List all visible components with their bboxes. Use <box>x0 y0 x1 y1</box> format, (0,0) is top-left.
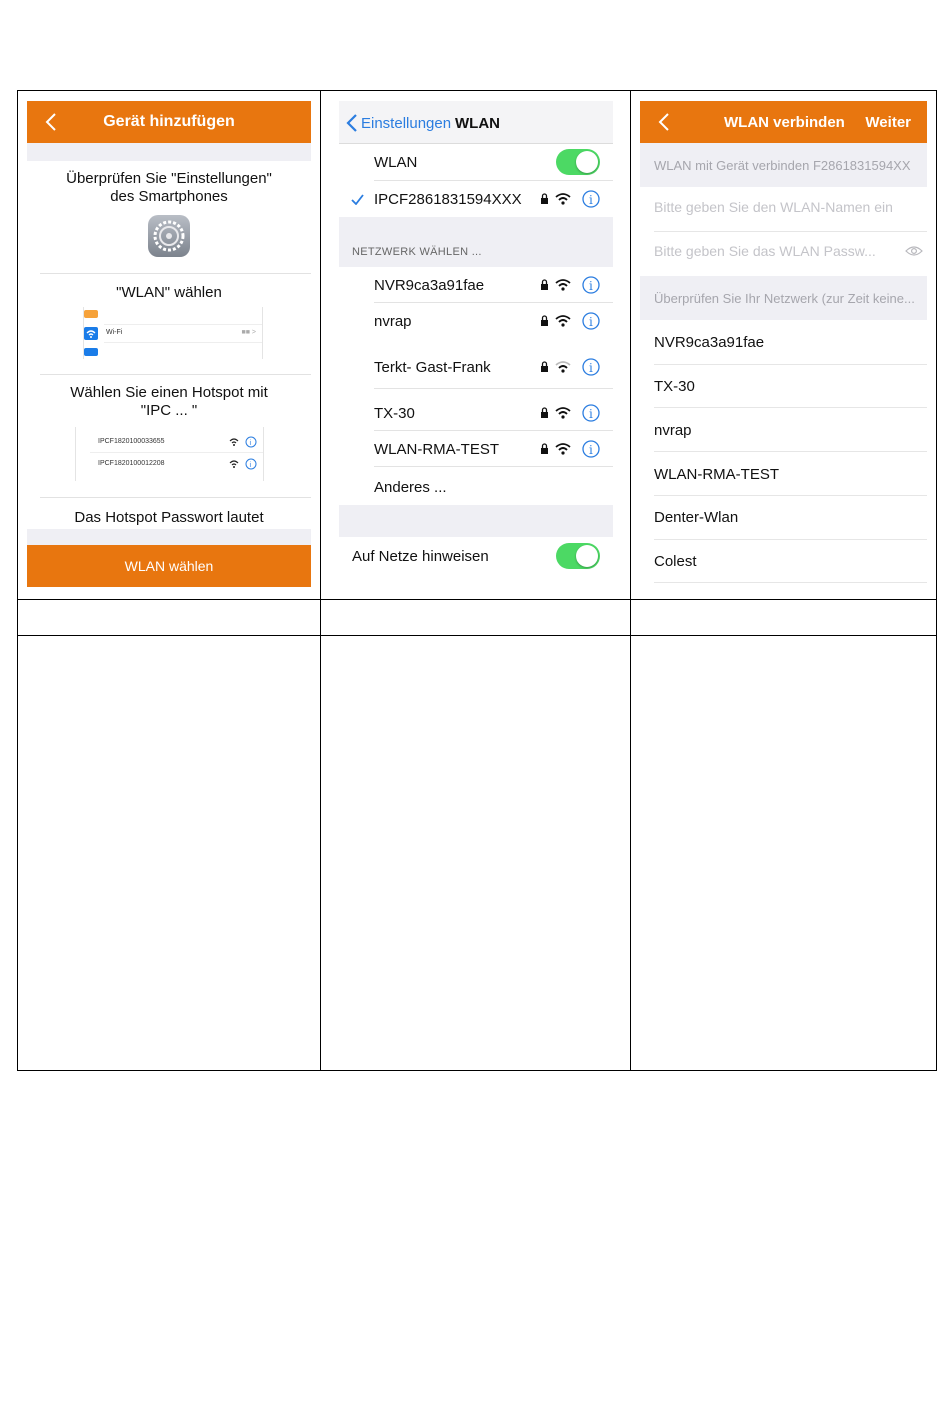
ssid-input[interactable]: Bitte geben Sie den WLAN-Namen ein <box>654 199 893 215</box>
step1-text-line1: Überprüfen Sie "Einstellungen" <box>66 170 272 187</box>
network-name: Terkt- Gast-Frank <box>374 359 491 376</box>
list-rule <box>654 539 927 540</box>
mini-orange-icon <box>84 310 98 318</box>
separator <box>27 529 311 545</box>
svg-text:i: i <box>589 315 593 329</box>
next-button[interactable]: Weiter <box>865 114 911 131</box>
mini-hotspot-preview <box>75 427 264 481</box>
notify-networks-label: Auf Netze hinweisen <box>352 548 489 565</box>
connected-network-name: IPCF2861831594XXX <box>374 191 522 208</box>
mini-rule <box>104 342 262 343</box>
mini-settings-preview <box>83 307 263 359</box>
step1-text-line2: des Smartphones <box>110 188 228 205</box>
step4-text: Das Hotspot Passwort lautet <box>74 509 264 526</box>
connected-network-row[interactable] <box>339 181 613 217</box>
network-row[interactable] <box>339 303 613 339</box>
list-rule <box>654 495 927 496</box>
row-divider-1 <box>18 599 936 600</box>
network-row[interactable] <box>339 431 613 467</box>
notify-networks-toggle[interactable] <box>556 543 600 569</box>
screenshot-add-device <box>27 101 311 589</box>
list-rule <box>654 364 927 365</box>
list-rule <box>654 582 927 583</box>
lock-wifi-info-icon[interactable] <box>539 311 603 331</box>
field-rule <box>654 231 927 232</box>
lock-wifi-info-icon[interactable] <box>539 357 603 377</box>
network-row[interactable] <box>339 267 613 303</box>
back-chevron-icon[interactable] <box>346 114 358 132</box>
lock-wifi-info-icon[interactable] <box>539 439 603 459</box>
page-title: Gerät hinzufügen <box>103 113 235 130</box>
select-wlan-button[interactable]: WLAN wählen <box>27 545 311 587</box>
lock-wifi-info-icon[interactable] <box>539 403 603 423</box>
divider <box>40 374 311 375</box>
row-divider-2 <box>18 635 936 636</box>
checkmark-icon <box>351 194 364 205</box>
other-network-label: Anderes ... <box>374 479 447 496</box>
network-name: nvrap <box>374 313 412 330</box>
back-link[interactable]: Einstellungen <box>361 115 452 132</box>
mini-wifi-label: Wi-Fi <box>106 329 123 336</box>
screenshot-ios-wlan-settings <box>339 101 613 589</box>
notify-networks-row <box>339 537 613 577</box>
device-info-banner: WLAN mit Gerät verbinden F2861831594XX <box>640 143 927 187</box>
column-divider-2 <box>630 91 631 1070</box>
nav-title: WLAN <box>455 115 500 132</box>
header-bar <box>640 101 927 143</box>
list-rule <box>654 407 927 408</box>
step3-text-line2: "IPC ... " <box>140 402 198 419</box>
header-bar <box>27 101 311 143</box>
list-rule <box>654 451 927 452</box>
svg-text:i: i <box>589 407 593 421</box>
svg-text:i: i <box>589 361 593 375</box>
section-band <box>339 217 613 267</box>
settings-gear-icon <box>148 215 190 257</box>
mini-wifi-value: ■■ > <box>241 329 256 336</box>
svg-text:i: i <box>249 462 252 469</box>
lock-wifi-info-icon[interactable] <box>539 275 603 295</box>
wlan-label: WLAN <box>374 154 418 171</box>
step3-text-line1: Wählen Sie einen Hotspot mit <box>70 384 268 401</box>
svg-text:i: i <box>589 443 593 457</box>
mini-wifi-info-icon <box>229 436 259 448</box>
network-list-item[interactable]: TX-30 <box>654 378 695 395</box>
divider <box>40 497 311 498</box>
network-row[interactable] <box>339 395 613 431</box>
svg-text:i: i <box>249 440 252 447</box>
eye-icon[interactable] <box>905 245 923 257</box>
screenshot-connect-wlan <box>640 101 927 589</box>
mini-wifi-icon <box>84 327 98 340</box>
network-list-item[interactable]: Colest <box>654 553 697 570</box>
network-check-banner: Überprüfen Sie Ihr Netzwerk (zur Zeit keine... <box>640 276 927 320</box>
wlan-toggle[interactable] <box>556 149 600 175</box>
step2-text: "WLAN" wählen <box>116 284 222 301</box>
section-band <box>339 505 613 537</box>
network-list-item[interactable]: nvrap <box>654 422 692 439</box>
mini-blue-icon <box>84 348 98 356</box>
mini-wifi-info-icon <box>229 458 259 470</box>
mini-rule <box>104 324 262 325</box>
network-list-item[interactable]: WLAN-RMA-TEST <box>654 466 779 483</box>
page-title: WLAN verbinden <box>724 114 845 131</box>
section-header: NETZWERK WÄHLEN ... <box>352 246 482 258</box>
ios-nav-bar <box>339 101 613 144</box>
mini-hotspot-2: IPCF1820100012208 <box>98 460 165 467</box>
column-divider-1 <box>320 91 321 1070</box>
svg-text:i: i <box>589 279 593 293</box>
network-name: TX-30 <box>374 405 415 422</box>
separator <box>27 143 311 161</box>
network-list-item[interactable]: NVR9ca3a91fae <box>654 334 765 351</box>
divider <box>40 273 311 274</box>
network-list-item[interactable]: Denter-Wlan <box>654 509 739 526</box>
row-rule <box>374 388 613 389</box>
wlan-toggle-row <box>339 143 613 181</box>
svg-text:i: i <box>589 193 593 207</box>
lock-wifi-info-icon[interactable] <box>539 189 603 209</box>
network-name: NVR9ca3a91fae <box>374 277 485 294</box>
network-name: WLAN-RMA-TEST <box>374 441 499 458</box>
password-input[interactable]: Bitte geben Sie das WLAN Passw... <box>654 243 876 259</box>
mini-hotspot-1: IPCF1820100033655 <box>98 438 165 445</box>
network-row[interactable] <box>339 349 613 385</box>
row-rule <box>374 466 613 467</box>
mini-rule <box>90 452 263 453</box>
back-chevron-icon[interactable] <box>654 111 676 133</box>
other-network-row[interactable] <box>339 469 613 505</box>
